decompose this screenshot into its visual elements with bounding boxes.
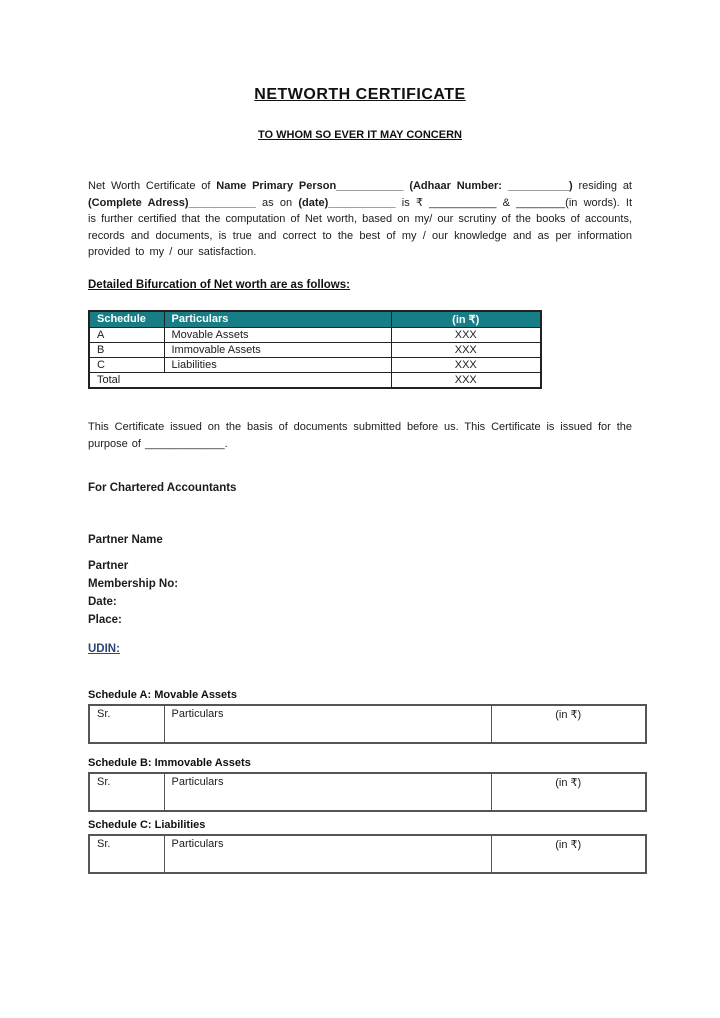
amount-header-cell: (in ₹): [491, 705, 646, 743]
total-label-cell: Total: [89, 373, 391, 389]
schedule-b-table: [88, 772, 647, 812]
intro-segment: residing at: [572, 180, 632, 192]
signature-block: [88, 557, 632, 629]
signature-line-membership: Membership No:: [88, 578, 179, 590]
schedule-b-heading: Schedule B: Immovable Assets: [88, 757, 251, 769]
particulars-cell: Liabilities: [164, 358, 391, 373]
amount-header-cell: (in ₹): [491, 835, 646, 873]
sr-header-cell: Sr.: [89, 835, 164, 873]
issuance-paragraph: This Certificate issued on the basis of documents submitted before us. This Certificate is issued for the purpose of _____________.: [88, 421, 632, 450]
table-row: [89, 835, 646, 873]
document-title: NETWORTH CERTIFICATE: [254, 86, 466, 103]
particulars-header-cell: Particulars: [164, 773, 491, 811]
partner-name-line: Partner Name: [88, 534, 163, 546]
particulars-header-cell: Particulars: [164, 835, 491, 873]
table-row: [89, 343, 541, 358]
intro-paragraph: [88, 178, 632, 261]
schedule-cell: B: [89, 343, 164, 358]
sr-header-cell: Sr.: [89, 705, 164, 743]
bifurcation-heading: Detailed Bifurcation of Net worth are as follows:: [88, 278, 350, 291]
schedule-cell: C: [89, 358, 164, 373]
signature-line-place: Place:: [88, 614, 122, 626]
amount-cell: XXX: [391, 358, 541, 373]
schedule-c-table: [88, 834, 647, 874]
summary-header-amount: (in ₹): [391, 311, 541, 328]
total-amount-cell: XXX: [391, 373, 541, 389]
intro-segment-bold: (Adhaar Number: __________): [409, 180, 573, 192]
summary-header-schedule: Schedule: [89, 311, 164, 328]
table-row: [89, 773, 646, 811]
intro-segment-bold: (date)___________: [298, 196, 396, 209]
amount-cell: XXX: [391, 343, 541, 358]
amount-cell: XXX: [391, 328, 541, 343]
particulars-cell: Immovable Assets: [164, 343, 391, 358]
particulars-cell: Movable Assets: [164, 328, 391, 343]
signature-line-partner: Partner: [88, 560, 129, 572]
table-row: [89, 358, 541, 373]
intro-segment: is ₹ ___________ & ________(in words). It is further certified that the computation of Net worth, based on my/ our scrutiny of the books of accounts, records and documents, is true and correct to the best of my / our knowledge and as per information provided to my / our satisfaction.: [88, 196, 632, 258]
schedule-c-heading: Schedule C: Liabilities: [88, 819, 206, 831]
summary-header-row: [89, 311, 541, 328]
intro-segment-bold: Name Primary Person___________: [216, 180, 404, 192]
for-chartered-accountants-line: For Chartered Accountants: [88, 482, 237, 494]
schedule-a-heading: Schedule A: Movable Assets: [88, 689, 237, 701]
signature-line-date: Date:: [88, 596, 117, 608]
networth-summary-table: [88, 310, 542, 390]
table-row: [89, 705, 646, 743]
udin-link[interactable]: UDIN:: [88, 643, 120, 655]
intro-segment-bold: (Complete Adress)___________: [88, 196, 256, 209]
sr-header-cell: Sr.: [89, 773, 164, 811]
intro-segment: as on: [255, 196, 299, 209]
total-row: [89, 373, 541, 389]
summary-header-particulars: Particulars: [164, 311, 391, 328]
salutation-line: TO WHOM SO EVER IT MAY CONCERN: [258, 129, 462, 141]
particulars-header-cell: Particulars: [164, 705, 491, 743]
intro-segment: Net Worth Certificate of: [88, 180, 217, 192]
schedule-cell: A: [89, 328, 164, 343]
schedule-a-table: [88, 704, 647, 744]
table-row: [89, 328, 541, 343]
amount-header-cell: (in ₹): [491, 773, 646, 811]
